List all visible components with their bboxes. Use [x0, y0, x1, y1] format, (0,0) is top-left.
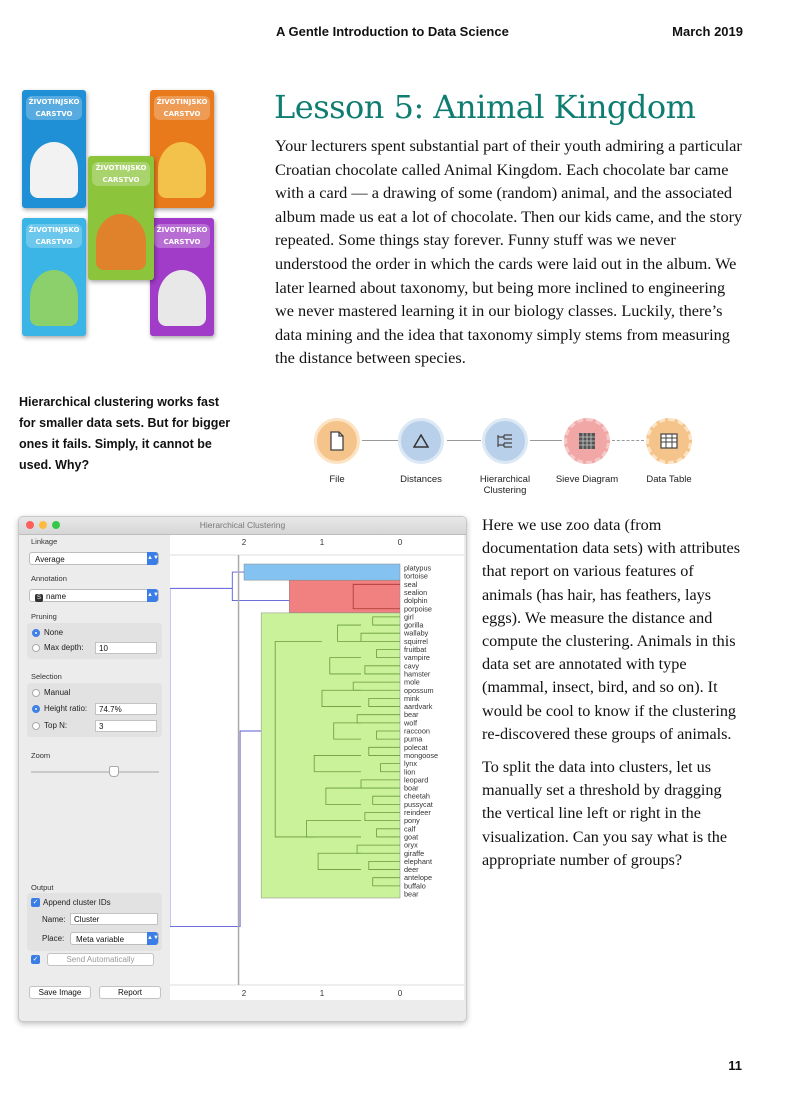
window-titlebar[interactable]	[19, 517, 466, 535]
selection-height-ratio-label: Height ratio:	[44, 704, 88, 713]
save-image-button[interactable]: Save Image	[29, 986, 91, 999]
leaf-label: opossum	[404, 685, 434, 695]
chocolate-cards-image	[22, 90, 232, 340]
leaf-label: vampire	[404, 653, 430, 663]
cluster-name-input[interactable]: Cluster	[70, 913, 158, 925]
selection-top-n-label: Top N:	[44, 721, 68, 730]
lesson-intro: Your lecturers spent substantial part of their youth admiring a particular Croatian chocolate called Animal Kingdom. Each chocolate bar came with a card — a drawing of some (random) animal, and the associated album made us eat a lot of chocolate. Then our kids came, and the story repeated. Some things stay forever. Funny stuff was we never understood the order in which the cards were laid out in the album. We later learned about taxonomy, but being more inclined to engineering we never mastered learning it in our biology classes. Luckily, there’s data mining and the idea that taxonomy simply stems from measuring the distance between species.	[275, 136, 743, 368]
place-label: Place:	[42, 934, 65, 943]
header-date: March 2019	[672, 24, 743, 39]
pruning-none-radio[interactable]	[32, 629, 40, 637]
leaf-label: bear	[404, 710, 419, 720]
max-depth-spinbox[interactable]: 10	[95, 642, 157, 654]
workflow-node-label: Hierarchical Clustering	[479, 474, 531, 496]
linkage-select[interactable]: Average ▲▼	[29, 552, 159, 565]
leaf-label: lion	[404, 767, 416, 777]
zoom-slider-track[interactable]	[31, 771, 159, 773]
zoom-slider-handle[interactable]	[109, 766, 119, 777]
leaf-label: hamster	[404, 669, 431, 679]
card-label: ŽIVOTINJSKO CARSTVO	[154, 96, 210, 120]
workflow-node-distances[interactable]	[398, 418, 444, 485]
workflow-node-label: Sieve Diagram	[555, 474, 619, 485]
report-button[interactable]: Report	[99, 986, 161, 999]
send-automatically-checkbox[interactable]: ✓	[32, 956, 39, 963]
chocolate-card	[150, 218, 214, 336]
leaf-label: sealion	[404, 587, 428, 597]
pruning-none-label: None	[44, 628, 64, 637]
right-column-text	[482, 514, 744, 882]
string-type-icon: S	[37, 595, 42, 601]
zoom-label: Zoom	[31, 751, 51, 760]
selection-manual-label: Manual	[44, 688, 71, 697]
axis-tick-label-top: 2	[241, 538, 247, 547]
chevron-down-icon: ▲▼	[147, 552, 158, 565]
file-icon	[329, 431, 345, 451]
dendrogram-link	[170, 588, 232, 926]
cluster-name-label: Name:	[42, 915, 66, 924]
axis-tick-label-bottom: 1	[319, 989, 325, 998]
lesson-title: Lesson 5: Animal Kingdom	[274, 88, 696, 126]
output-label: Output	[31, 883, 54, 892]
leaf-label: polecat	[404, 742, 428, 752]
leaf-label: mink	[404, 693, 420, 703]
height-ratio-spinbox[interactable]: 74.7%	[95, 703, 157, 715]
zoo-data-paragraph: Here we use zoo data (from documentation data sets) with attributes that report on various features of animals (has hair, has feathers, lays eggs). We measure the distance and compute the clustering. Animals in this data set are annotated with type (mammal, insect, bird, and so on). It would be cool to know if the clustering re-discovered these groups of animals.	[482, 516, 741, 743]
workflow-node-hierarchical-clustering[interactable]	[479, 418, 531, 496]
card-label: ŽIVOTINJSKO CARSTVO	[26, 224, 82, 248]
leaf-label: raccoon	[404, 726, 430, 736]
chocolate-card	[22, 90, 86, 208]
annotation-label: Annotation	[31, 574, 67, 583]
linkage-label: Linkage	[31, 537, 58, 546]
axis-tick-label-top: 0	[397, 538, 403, 547]
selection-top-n-radio[interactable]	[32, 722, 40, 730]
side-note: Hierarchical clustering works fast for smaller data sets. But for bigger ones it fails. Simply, it cannot be used. Why?	[19, 395, 231, 472]
card-label: ŽIVOTINJSKO CARSTVO	[154, 224, 210, 248]
leaf-label: wolf	[404, 718, 417, 728]
leaf-label: bear	[404, 889, 419, 899]
top-n-spinbox[interactable]: 3	[95, 720, 157, 732]
cluster-highlight	[244, 564, 400, 580]
append-cluster-ids-checkbox[interactable]: ✓	[32, 899, 39, 906]
selection-height-ratio-radio[interactable]	[32, 705, 40, 713]
workflow-node-file[interactable]	[314, 418, 360, 485]
leaf-label: lynx	[404, 759, 417, 769]
leaf-label: squirrel	[404, 636, 428, 646]
leaf-label: pony	[404, 816, 420, 826]
leaf-label: platypus	[404, 563, 432, 573]
leaf-label: pussycat	[404, 799, 433, 809]
leaf-label: calf	[404, 824, 416, 834]
axis-tick-label-top: 1	[319, 538, 325, 547]
leaf-label: deer	[404, 865, 419, 875]
header-title: A Gentle Introduction to Data Science	[276, 24, 509, 39]
leaf-label: oryx	[404, 840, 418, 850]
leaf-label: antelope	[404, 873, 432, 883]
pruning-max-depth-radio[interactable]	[32, 644, 40, 652]
chocolate-card	[150, 90, 214, 208]
workflow-diagram	[300, 418, 730, 498]
sieve-icon	[578, 432, 596, 450]
leaf-label: reindeer	[404, 808, 431, 817]
distance-icon	[413, 434, 429, 448]
workflow-link	[612, 440, 644, 441]
leaf-label: elephant	[404, 856, 432, 866]
page-number: 11	[728, 1058, 742, 1073]
workflow-node-sieve-diagram[interactable]	[555, 418, 619, 485]
leaf-label: wallaby	[404, 628, 429, 638]
dendrogram-plot[interactable]	[170, 535, 464, 1000]
send-automatically-button[interactable]: Send Automatically	[47, 953, 154, 966]
place-select[interactable]: Meta variable ▲▼	[70, 932, 159, 945]
leaf-label: fruitbat	[404, 645, 427, 654]
leaf-label: cavy	[404, 661, 420, 671]
card-label: ŽIVOTINJSKO CARSTVO	[92, 162, 150, 186]
workflow-link	[362, 440, 398, 441]
cluster-highlight	[289, 580, 400, 612]
chocolate-card	[22, 218, 86, 336]
leaf-label: girl	[404, 612, 414, 622]
pruning-max-depth-label: Max depth:	[44, 643, 84, 652]
leaf-label: mole	[404, 677, 420, 687]
selection-manual-radio[interactable]	[32, 689, 40, 697]
chocolate-card	[88, 156, 154, 280]
axis-tick-label-bottom: 0	[397, 989, 403, 998]
chevron-down-icon: ▲▼	[147, 932, 158, 945]
table-icon	[660, 433, 678, 449]
annotation-select[interactable]: S name ▲▼	[29, 589, 159, 602]
workflow-node-label: File	[329, 474, 345, 485]
hierarchical-clustering-window	[18, 516, 467, 1022]
leaf-label: boar	[404, 783, 419, 793]
workflow-link	[447, 440, 481, 441]
leaf-label: aardvark	[404, 702, 433, 712]
leaf-label: giraffe	[404, 848, 425, 858]
leaf-label: cheetah	[404, 791, 430, 801]
selection-label: Selection	[31, 672, 62, 681]
workflow-node-data-table[interactable]	[646, 418, 692, 485]
threshold-paragraph: To split the data into clusters, let us manually set a threshold by dragging the vertical line left or right in the visualization. Can you say what is the appropriate number of groups?	[482, 758, 728, 869]
window-title: Hierarchical Clustering	[199, 520, 286, 530]
dendrogram-svg[interactable]	[170, 535, 464, 1000]
dendrogram-icon	[496, 433, 514, 449]
append-cluster-ids-label: Append cluster IDs	[43, 898, 111, 907]
dendrogram-link	[170, 731, 261, 927]
leaf-label: puma	[404, 734, 423, 744]
workflow-link	[530, 440, 562, 441]
leaf-label: goat	[404, 832, 419, 842]
leaf-label: porpoise	[404, 604, 432, 614]
leaf-label: leopard	[404, 775, 429, 785]
leaf-label: dolphin	[404, 596, 428, 606]
workflow-node-label: Data Table	[646, 474, 692, 485]
leaf-label: mongoose	[404, 750, 439, 760]
axis-tick-label-bottom: 2	[241, 989, 247, 998]
card-label: ŽIVOTINJSKO CARSTVO	[26, 96, 82, 120]
leaf-label: tortoise	[404, 571, 428, 581]
leaf-label: gorilla	[404, 620, 424, 630]
workflow-node-label: Distances	[400, 474, 442, 485]
leaf-label: buffalo	[404, 881, 426, 891]
pruning-label: Pruning	[31, 612, 57, 621]
chevron-down-icon: ▲▼	[147, 589, 158, 602]
leaf-label: seal	[404, 579, 418, 589]
